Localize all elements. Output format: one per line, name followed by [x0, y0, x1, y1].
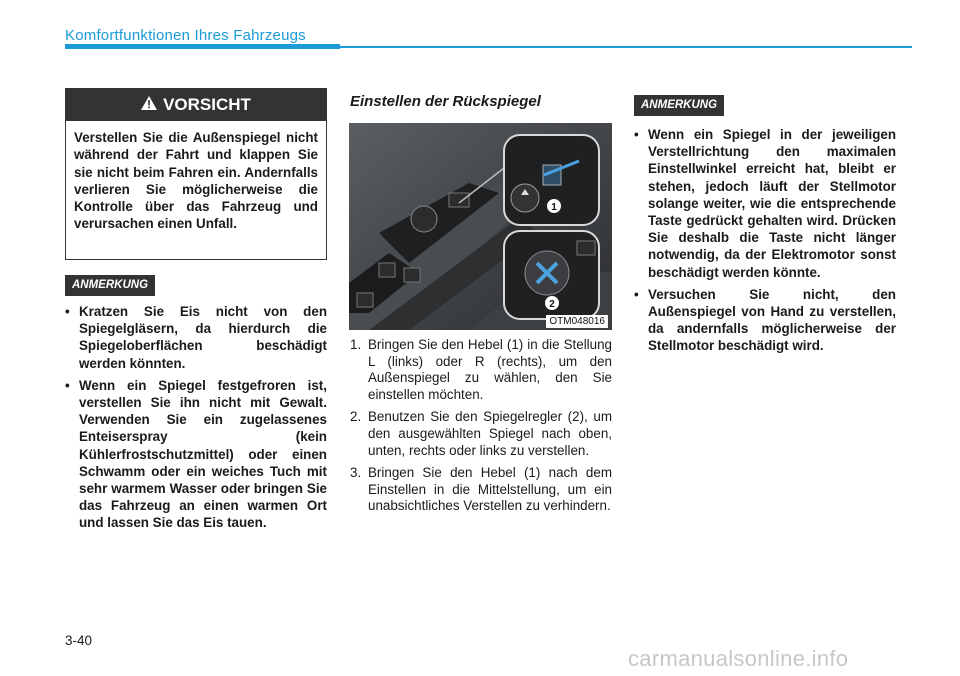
section-title: Einstellen der Rückspiegel: [350, 93, 541, 110]
warning-header: [66, 89, 326, 121]
image-reference-label: OTM048016: [546, 315, 608, 328]
mirror-control-photo: [349, 123, 612, 330]
header-title: Komfortfunktionen Ihres Fahrzeugs: [65, 27, 306, 44]
list-item: [350, 409, 612, 459]
list-item: • Kratzen Sie Eis nicht von den Spiegelgläsern, da hierdurch die Spiegeloberflächen beschädigt werden könnten.: [65, 303, 327, 372]
list-item: [350, 465, 612, 515]
mirror-control-illustration: [349, 123, 612, 330]
step-number: 2.: [350, 409, 362, 425]
step-text: Bringen Sie den Hebel (1) in die Stellung L (links) oder R (rechts), um den Außenspiegel zu wählen, den Sie einstellen möchten.: [368, 337, 612, 402]
warning-box: [65, 88, 327, 260]
warning-triangle-icon: [141, 95, 157, 115]
step-text: Benutzen Sie den Spiegelregler (2), um den ausgewählten Spiegel nach oben, unten, rechts oder links zu verstellen.: [368, 409, 612, 458]
warning-text: Verstellen Sie die Außenspiegel nicht während der Fahrt und klappen Sie sie nicht beim Fahren ein. Andernfalls verlieren Sie möglicherweise die Kontrolle über das Fahrzeug und verursachen einen Unfall.: [74, 130, 318, 232]
note-list-right: [634, 126, 896, 360]
list-item: • Wenn ein Spiegel in der jeweiligen Verstellrichtung den maximalen Einstellwinkel erreicht hat, bleibt er stehen, jedoch läuft der Stellmotor solange weiter, wie die entsprechende Taste gedrückt gehalten wird. Drücken Sie deshalb die Taste nicht länger notwendig, da der Elektromotor sonst beschädigt werden könnte.: [634, 126, 896, 281]
list-item: • Versuchen Sie nicht, den Außenspiegel von Hand zu verstellen, da andernfalls möglicherweise der Stellmotor beschädigt wird.: [634, 286, 896, 355]
header-rule-accent: [65, 44, 340, 49]
step-text: Bringen Sie den Hebel (1) nach dem Einstellen in die Mittelstellung, um ein unabsichtliches Verstellen zu verhindern.: [368, 465, 612, 514]
note-badge-left: ANMERKUNG: [65, 275, 155, 296]
note-list-left: [65, 303, 327, 537]
step-number: 1.: [350, 337, 362, 352]
note-badge-right: ANMERKUNG: [634, 95, 724, 116]
instruction-steps: [350, 337, 612, 521]
callout-2-label: 2: [549, 299, 555, 310]
callout-1-label: 1: [551, 202, 557, 213]
page-number: 3-40: [65, 633, 93, 648]
list-item: [350, 337, 612, 403]
step-number: 3.: [350, 465, 362, 481]
watermark: carmanualsonline.info: [628, 646, 849, 671]
list-item: • Wenn ein Spiegel festgefroren ist, verstellen Sie ihn nicht mit Gewalt. Verwenden Sie ein zugelassenes Enteiserspray (kein Kühlerfrostschutzmittel) oder einen Schwamm oder ein weiches Tuch mit sehr warmem Wasser oder bringen Sie das Fahrzeug an einen warmen Ort und lassen Sie das Eis tauen.: [65, 377, 327, 532]
warning-title: VORSICHT: [163, 95, 251, 114]
